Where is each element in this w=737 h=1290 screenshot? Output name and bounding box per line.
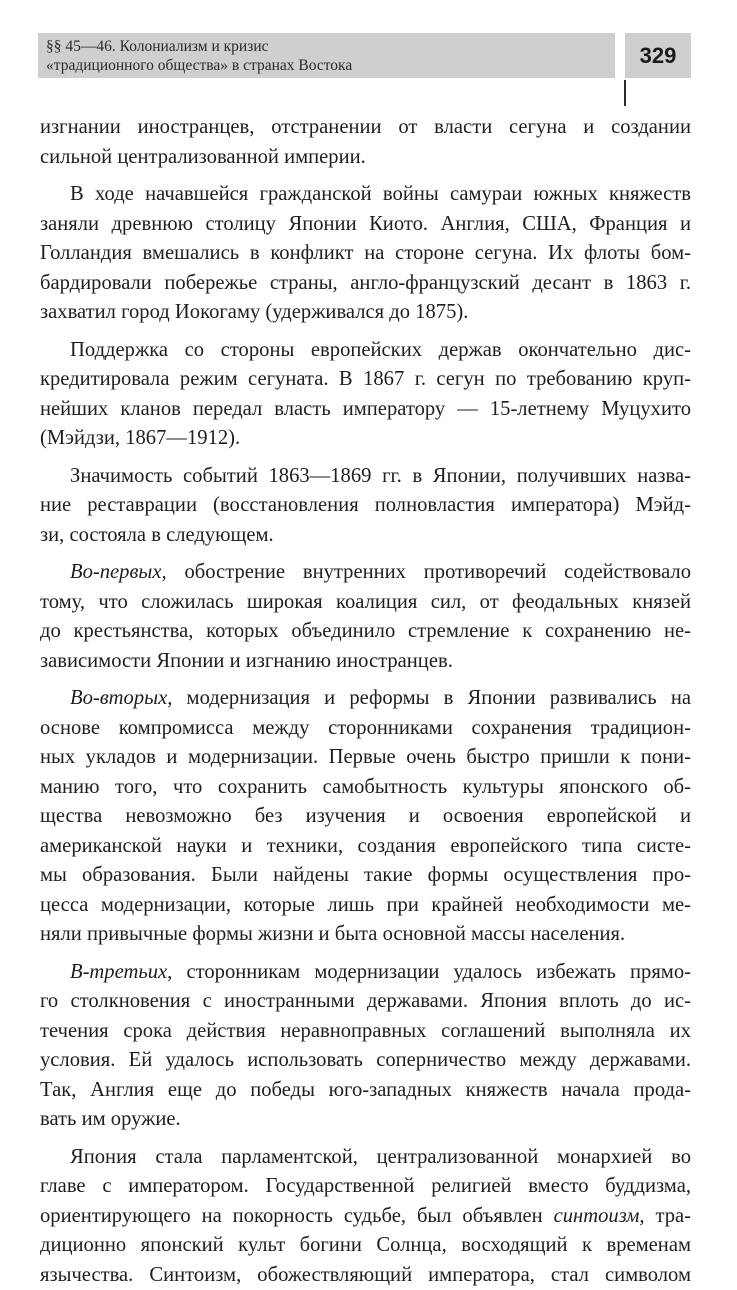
- text-line: главе с императором. Государственной религией вместо буддизма,: [40, 1172, 691, 1202]
- paragraph-gap: [40, 172, 691, 180]
- text-line: ных укладов и модернизации. Первые очень быстро пришли к пони-: [40, 743, 691, 773]
- text-line: Во-вторых, модернизация и реформы в Японии развивались на: [40, 684, 691, 714]
- text-line: тому, что сложилась широкая коалиция сил, от феодальных князей: [40, 588, 691, 618]
- text-line: Япония стала парламентской, централизованной монархией во: [40, 1143, 691, 1173]
- text-line: няли привычные формы жизни и быта основной массы населения.: [40, 920, 691, 950]
- text-line: изгнании иностранцев, отстранении от власти сегуна и создании: [40, 113, 691, 143]
- text-line: течения срока действия неравноправных соглашений выполняла их: [40, 1017, 691, 1047]
- text-line: щества невозможно без изучения и освоения европейской и: [40, 802, 691, 832]
- text-line: зи, состояла в следующем.: [40, 521, 691, 551]
- text-line: до крестьянства, которых объединило стремление к сохранению не-: [40, 617, 691, 647]
- text-line: кредитировала режим сегуната. В 1867 г. сегун по требованию круп-: [40, 365, 691, 395]
- text-line: бардировали побережье страны, англо-французский десант в 1863 г.: [40, 269, 691, 299]
- text-line: диционно японский культ богини Солнца, восходящий к временам: [40, 1231, 691, 1261]
- text-line: зависимости Японии и изгнанию иностранцев.: [40, 647, 691, 677]
- paragraph-gap: [40, 676, 691, 684]
- text-line: американской науки и техники, создания европейского типа систе-: [40, 832, 691, 862]
- body-text: [40, 113, 691, 1290]
- text-line: (Мэйдзи, 1867—1912).: [40, 424, 691, 454]
- text-line: сильной централизованной империи.: [40, 143, 691, 173]
- paragraph-gap: [40, 328, 691, 336]
- text-line: Значимость событий 1863—1869 гг. в Японии, получивших назва-: [40, 462, 691, 492]
- text-line: Во-первых, обострение внутренних противоречий содействовало: [40, 558, 691, 588]
- paragraph-gap: [40, 950, 691, 958]
- text-line: Голландия вмешались в конфликт на стороне сегуна. Их флоты бом-: [40, 239, 691, 269]
- text-line: основе компромисса между сторонниками сохранения традицион-: [40, 714, 691, 744]
- text-line: го столкновения с иностранными державами. Япония вплоть до ис-: [40, 987, 691, 1017]
- text-line: язычества. Синтоизм, обожествляющий императора, стал символом: [40, 1261, 691, 1290]
- text-line: манию того, что сохранить самобытность культуры японского об-: [40, 773, 691, 803]
- text-line: Поддержка со стороны европейских держав окончательно дис-: [40, 336, 691, 366]
- text-line: ние реставрации (восстановления полновластия императора) Мэйд-: [40, 491, 691, 521]
- text-line: нейших кланов передал власть императору — 15-летнему Муцухито: [40, 395, 691, 425]
- running-header-title: [46, 37, 606, 75]
- text-line: заняли древнюю столицу Японии Киото. Англия, США, Франция и: [40, 210, 691, 240]
- text-line: Так, Англия еще до победы юго-западных княжеств начала прода-: [40, 1076, 691, 1106]
- text-line: захватил город Иокогаму (удерживался до 1875).: [40, 298, 691, 328]
- page-number: 329: [625, 33, 691, 78]
- paragraph-gap: [40, 454, 691, 462]
- running-header-line-2: «традиционного общества» в странах Востока: [46, 56, 606, 75]
- text-line: цесса модернизации, которые лишь при крайней необходимости ме-: [40, 891, 691, 921]
- text-line: вать им оружие.: [40, 1105, 691, 1135]
- text-line: В-третьих, сторонникам модернизации удалось избежать прямо-: [40, 958, 691, 988]
- text-line: В ходе начавшейся гражданской войны самураи южных княжеств: [40, 180, 691, 210]
- header-rule: [624, 80, 626, 106]
- paragraph-gap: [40, 550, 691, 558]
- text-line: ориентирующего на покорность судьбе, был объявлен синтоизм, тра-: [40, 1202, 691, 1232]
- running-header-line-1: §§ 45—46. Колониализм и кризис: [46, 37, 606, 56]
- text-line: условия. Ей удалось использовать соперничество между державами.: [40, 1046, 691, 1076]
- paragraph-gap: [40, 1135, 691, 1143]
- text-line: мы образования. Были найдены такие формы осуществления про-: [40, 861, 691, 891]
